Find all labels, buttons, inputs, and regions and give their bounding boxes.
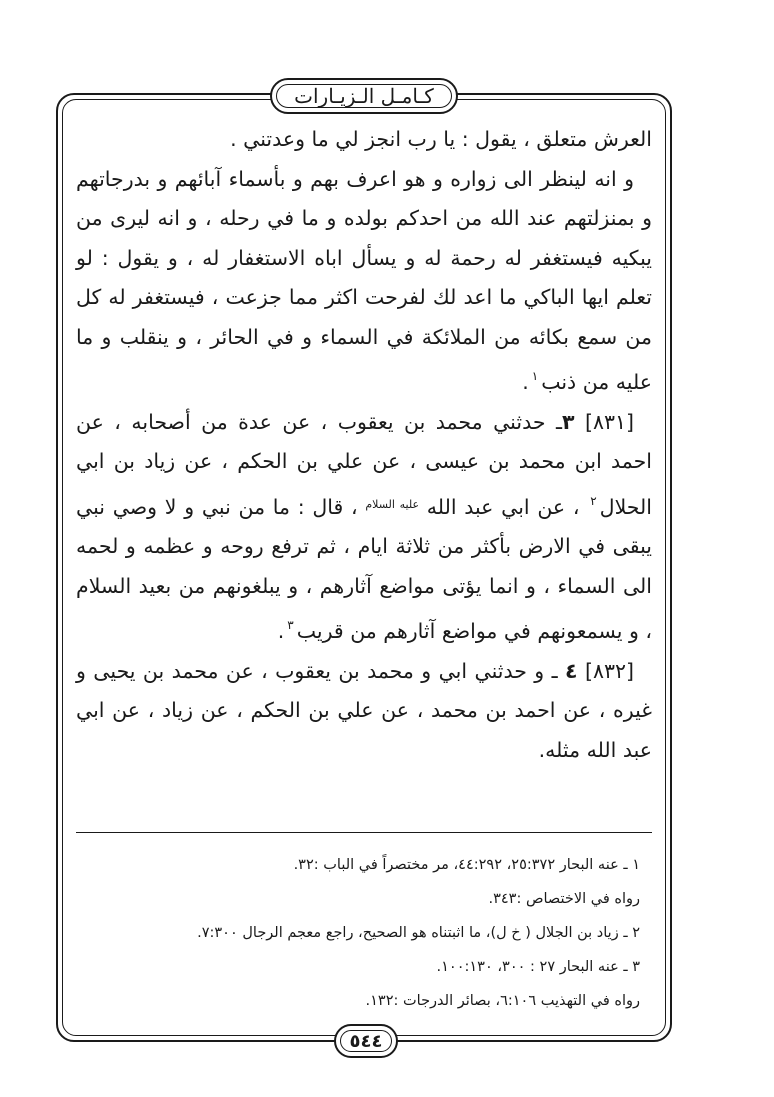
footnote-ref-3: ٣ xyxy=(287,618,294,632)
hadith-number-4: ٤ xyxy=(565,658,578,683)
footnotes xyxy=(76,848,640,1018)
page-number: ٥٤٤ xyxy=(349,1030,383,1052)
footnote-line: ١ ـ عنه البحار ٢٥:٣٧٢، ٤٤:٢٩٢، مر مختصراً في الباب :٣٢. xyxy=(293,857,640,873)
footnote-line: رواه في التهذيب ٦:١٠٦، بصائر الدرجات :١٣٢. xyxy=(365,993,640,1009)
hadith-ref-832: [٨٣٢] xyxy=(584,658,634,683)
hadith-number-3: ٣ xyxy=(561,409,575,434)
paragraph-2-text: و انه لينظر الى زواره و هو اعرف بهم و بأسماء آبائهم و بدرجاتهم و بمنزلتهم عند الله من احدكم بولده و ما في رحله ، و انه ليرى من يبكيه فيستغفر له رحمة له و يسأل اباه الاستغفار له ، و يقول : لو تعلم ايها الباكي ما اعد لك لفرحت اكثر مما جزعت ، فيستغفر له كل من سمع بكائه من الملائكة في السماء و في الحائر ، و ينقلب و ما عليه من ذنب xyxy=(76,166,652,394)
hadith-831-part-b: ، عن ابي عبد الله xyxy=(426,494,580,519)
footnote-line: ٣ ـ عنه البحار ٢٧ : ٣٠٠، ١٠٠:١٣٠. xyxy=(436,959,640,975)
book-title: كـامـل الـزيـارات xyxy=(294,84,434,108)
footnote-line: رواه في الاختصاص :٣٤٣. xyxy=(488,891,640,907)
footnote-ref-2: ٢ xyxy=(590,493,597,508)
paragraph-1-text: العرش متعلق ، يقول : يا رب انجز لي ما وعدتني . xyxy=(230,127,652,151)
footnote-ref-1: ١ xyxy=(531,369,539,383)
running-header xyxy=(270,78,458,114)
hadith-831-part-a: ـ حدثني محمد بن يعقوب ، عن عدة من أصحابه ، عن احمد ابن محمد بن عيسى ، عن علي بن الحكم ، عن زياد بن ابي الحلال xyxy=(76,409,652,519)
main-text xyxy=(76,120,652,770)
hadith-832 xyxy=(76,652,652,771)
footnote-separator xyxy=(76,832,652,833)
footnote-line: ٢ ـ زياد بن الجلال ( خ ل)، ما اثبتناه هو الصحيح، راجع معجم الرجال ٧:٣٠٠. xyxy=(197,925,640,941)
page-number-badge xyxy=(334,1024,398,1058)
hadith-831: [٨٣١] ٣ـ حدثني محمد بن يعقوب ، عن عدة من أصحابه ، عن احمد ابن محمد بن عيسى ، عن علي بن الحكم ، عن زياد بن ابي الحلال$^٢$ ، عن ابي عبد الله $^{عليه السلام}$ ، قال : ما من نبي و لا وصي نبي يبقى في الارض بأكثر من ثلاثة ايام ، ثم ترفع روحه و عظمه و لحمه الى السماء ، و انما يؤتى مواضع آثارهم ، و يبلغونهم من بعيد السلام ، و يسمعونهم في مواضع آثارهم من قريب$^٣$. xyxy=(76,409,652,643)
hadith-831-part-c: ، قال : ما من نبي و لا وصي نبي يبقى في الارض بأكثر من ثلاثة ايام ، ثم ترفع روحه و عظمه و لحمه الى السماء ، و انما يؤتى مواضع آثارهم ، و يبلغونهم من بعيد السلام ، و يسمعونهم في مواضع آثارهم من قريب xyxy=(76,494,652,643)
paragraph-1 xyxy=(76,120,652,160)
honorific-glyph: عليه السلام xyxy=(365,497,420,511)
hadith-832-text: ـ و حدثني ابي و محمد بن يعقوب ، عن محمد بن يحيى و غيره ، عن احمد بن محمد ، عن علي بن الحكم ، عن زياد ، عن ابي عبد الله مثله. xyxy=(76,658,652,762)
paragraph-2: و انه لينظر الى زواره و هو اعرف بهم و بأسماء آبائهم و بدرجاتهم و بمنزلتهم عند الله من احدكم بولده و ما في رحله ، و انه ليرى من يبكيه فيستغفر له رحمة له و يسأل اباه الاستغفار له ، و يقول : لو تعلم ايها الباكي ما اعد لك لفرحت اكثر مما جزعت ، فيستغفر له كل من سمع بكائه من الملائكة في السماء و في الحائر ، و ينقلب و ما عليه من ذنب$^١$. xyxy=(76,166,652,394)
hadith-ref-831: [٨٣١] xyxy=(584,409,634,434)
